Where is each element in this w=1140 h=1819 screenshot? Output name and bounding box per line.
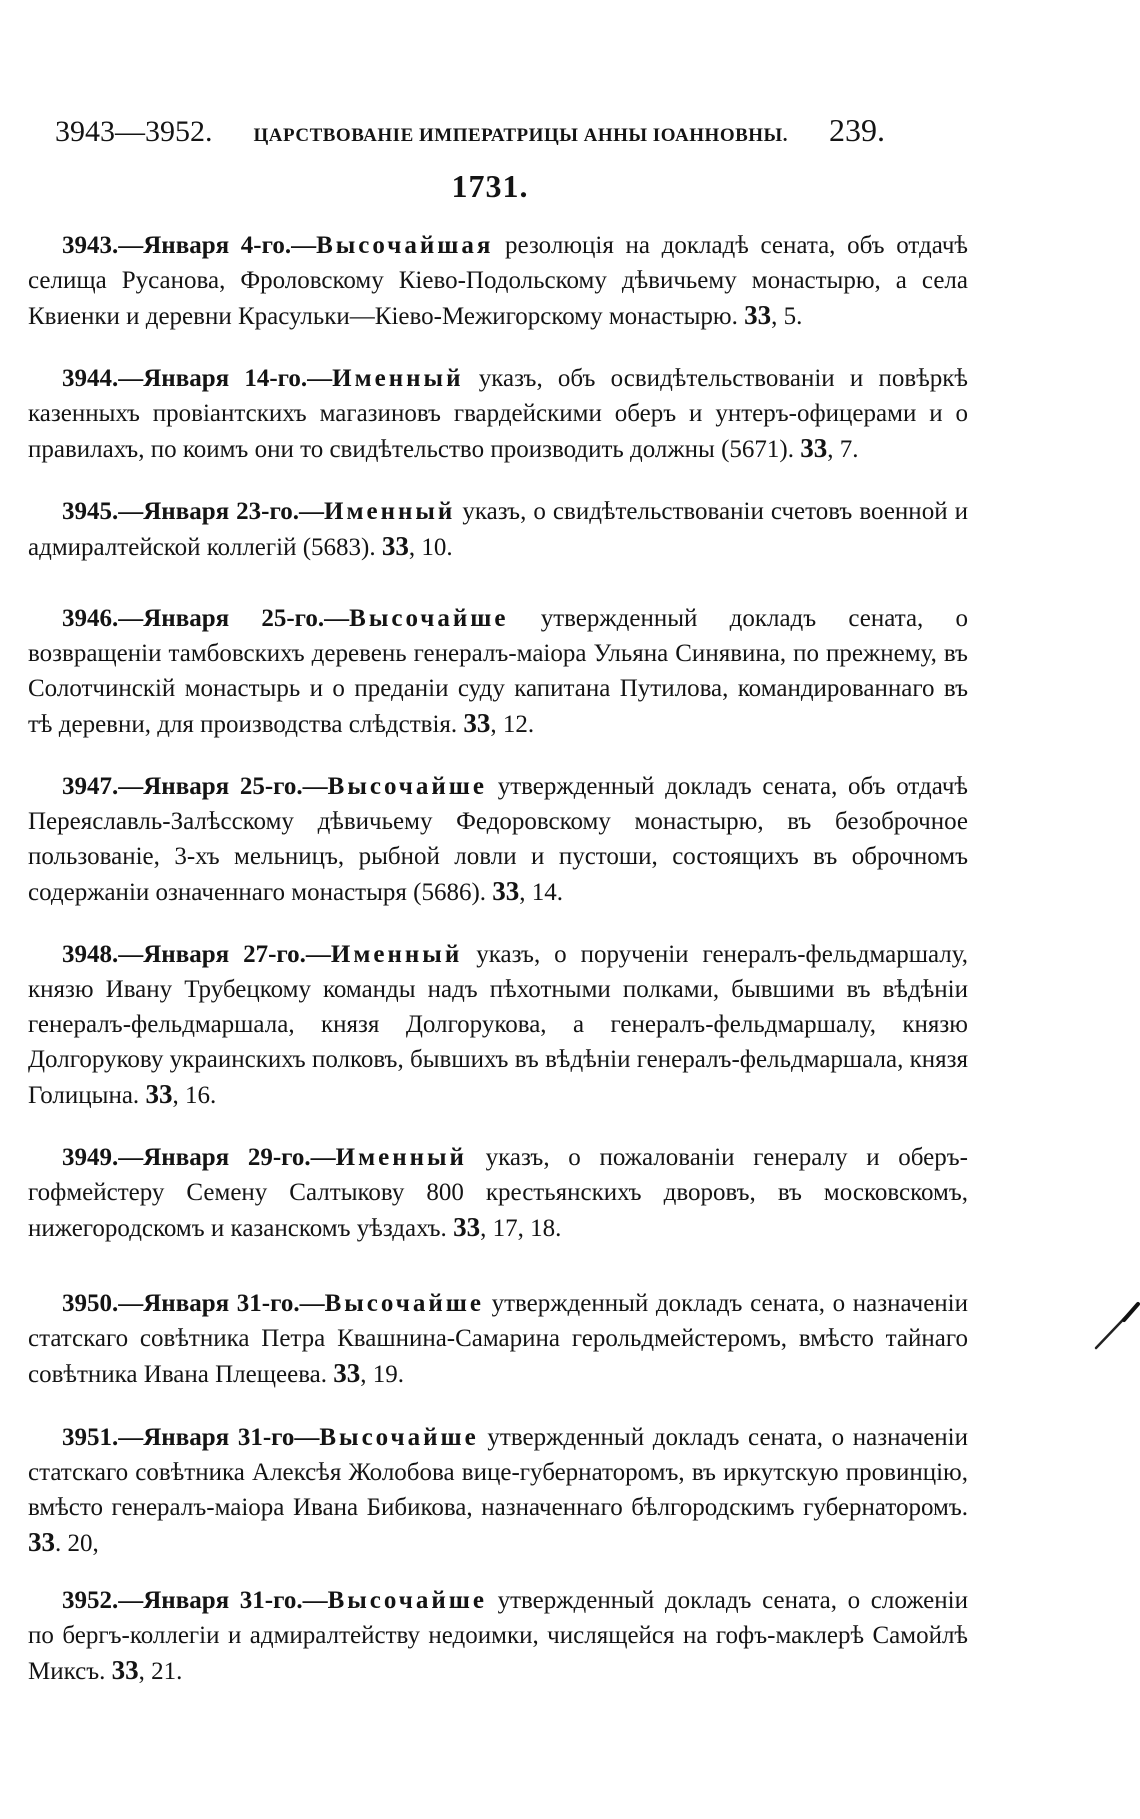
entry-kind: Высочайше	[349, 605, 509, 632]
entry-volume-ref: 33	[381, 531, 409, 561]
entry-page-ref: , 19.	[360, 1361, 405, 1388]
entry-volume-ref: 33	[463, 708, 491, 738]
entry-date: —Января 23-го.—	[118, 498, 324, 525]
entry-page-ref: , 10.	[408, 534, 453, 561]
entry-kind: Высочайше	[324, 1290, 484, 1317]
entry-number: 3952.	[62, 1587, 119, 1614]
entry-3946	[28, 601, 968, 742]
entry-kind: Именный	[330, 941, 463, 968]
entry-date: —Января 31-го—	[118, 1424, 320, 1451]
entry-page-ref: , 21.	[138, 1658, 183, 1685]
entry-kind: Высочайше	[327, 1587, 487, 1614]
entry-3949	[28, 1140, 968, 1246]
entry-volume-ref: 33	[145, 1079, 173, 1109]
entry-text: резолюція на докладѣ сената, объ отдачѣ селища Русанова, Фроловскому Кіево-Подольскому дѣвичьему монастырю, а села Квиенки и деревни Красульки—Кіево-Межигорскому монастырю.	[28, 232, 968, 330]
entry-kind: Высочайшая	[316, 232, 494, 259]
running-head	[55, 112, 885, 152]
pen-mark-icon	[1094, 1300, 1140, 1350]
entry-kind: Высочайше	[327, 773, 488, 800]
entry-page-ref: , 12.	[490, 711, 535, 738]
entry-number: 3943.	[62, 232, 119, 259]
entry-date: —Января 4-го.—	[118, 232, 317, 259]
entry-text: указъ, о свидѣтельствованіи счетовъ военной и адмиралтейской коллегій (5683).	[28, 498, 968, 561]
entry-number: 3950.	[62, 1290, 119, 1317]
entry-number: 3949.	[62, 1144, 119, 1171]
entry-volume-ref: 33	[800, 433, 828, 463]
entry-text: указъ, о пожалованіи генералу и оберъ-гофмейстеру Семену Салтыкову 800 крестьянскихъ дворовъ, въ московскомъ, нижегородскомъ и казанскомъ уѣздахъ.	[28, 1144, 968, 1242]
entry-3950	[28, 1286, 968, 1392]
running-title: ЦАРСТВОВАНІЕ ИМПЕРАТРИЦЫ АННЫ ІОАННОВНЫ.	[253, 125, 788, 146]
entry-text: указъ, объ освидѣтельствованіи и повѣркѣ казенныхъ провіантскихъ магазиновъ гвардейскими оберъ и унтеръ-офицерами и о правилахъ, по коимъ они то свидѣтельство производить должны (5671).	[28, 365, 968, 463]
entry-date: —Января 27-го.—	[118, 941, 331, 968]
entry-text: указъ, о порученіи генералъ-фельдмаршалу, князю Ивану Трубецкому команды надъ пѣхотными полками, бывшими въ вѣдѣніи генералъ-фельдмаршала, князя Долгорукова, а генералъ-фельдмаршалу, князю Долгорукову украинскихъ полковъ, бывшихъ въ вѣдѣніи генералъ-фельдмаршала, князя Голицына.	[28, 941, 968, 1109]
entries-list	[28, 228, 968, 1711]
entry-volume-ref: 33	[111, 1655, 139, 1685]
entry-page-ref: , 14.	[519, 879, 564, 906]
entry-number: 3944.	[62, 365, 119, 392]
entry-3952	[28, 1583, 968, 1689]
entry-range: 3943—3952.	[55, 115, 213, 148]
entry-text: утвержденный докладъ сената, о сложеніи по бергъ-коллегіи и адмиралтейству недоимки, числящейся на гофъ-маклерѣ Самойлѣ Миксъ.	[28, 1587, 968, 1685]
entry-volume-ref: 33	[453, 1212, 481, 1242]
entry-3945	[28, 494, 968, 565]
entry-date: —Января 29-го.—	[118, 1144, 336, 1171]
entry-page-ref: , 17, 18.	[480, 1215, 562, 1242]
entry-3947	[28, 769, 968, 910]
entry-page-ref: . 20,	[55, 1530, 99, 1557]
entry-kind: Именный	[332, 365, 464, 392]
entry-number: 3947.	[62, 773, 119, 800]
entry-3943	[28, 228, 968, 334]
year-heading: 1731.	[451, 168, 529, 204]
entry-page-ref: , 5.	[771, 303, 803, 330]
entry-text: утвержденный докладъ сената, объ отдачѣ Переяславль-Залѣсскому дѣвичьему Федоровскому монастырю, въ безоброчное пользованіе, 3-хъ мельницъ, рыбной ловли и пустоши, состоящихъ въ оброчномъ содержаніи означеннаго монастыря (5686).	[28, 773, 968, 906]
entry-number: 3951.	[62, 1424, 119, 1451]
entry-text: утвержденный докладъ сената, о назначеніи статскаго совѣтника Петра Квашнина-Самарина герольдмейстеромъ, вмѣсто тайнаго совѣтника Ивана Плещеева.	[28, 1290, 968, 1388]
entry-date: —Января 25-го.—	[118, 773, 328, 800]
entry-volume-ref: 33	[744, 300, 772, 330]
entry-kind: Именный	[324, 498, 456, 525]
entry-number: 3948.	[62, 941, 119, 968]
entry-volume-ref: 33	[492, 876, 520, 906]
entry-date: —Января 31-го.—	[118, 1587, 328, 1614]
entry-number: 3945.	[62, 498, 119, 525]
entry-page-ref: , 7.	[827, 436, 859, 463]
entry-text: утвержденный докладъ сената, о возвращеніи тамбовскихъ деревень генералъ-маіора Ульяна Синявина, по прежнему, въ Солотчинскій монастырь и о преданіи суду капитана Путилова, командированнаго въ тѣ деревни, для производства слѣдствія.	[28, 605, 968, 738]
entry-kind: Именный	[335, 1144, 467, 1171]
entry-page-ref: , 16.	[172, 1082, 217, 1109]
entry-3948	[28, 937, 968, 1113]
entry-3944	[28, 361, 968, 467]
page-number: 239.	[828, 112, 885, 148]
entry-number: 3946.	[62, 605, 119, 632]
entry-date: —Января 14-го.—	[118, 365, 333, 392]
entry-volume-ref: 33	[333, 1358, 361, 1388]
entry-date: —Января 31-го.—	[118, 1290, 325, 1317]
entry-3951	[28, 1420, 968, 1561]
entry-volume-ref: 33	[28, 1527, 55, 1557]
entry-kind: Высочайше	[319, 1424, 479, 1451]
entry-date: —Января 25-го.—	[118, 605, 350, 632]
entry-text: утвержденный докладъ сената, о назначеніи статскаго совѣтника Алексѣя Жолобова вице-губернаторомъ, въ иркутскую провинцію, вмѣсто генералъ-маіора Ивана Бибикова, назначеннаго бѣлгородскимъ губернаторомъ.	[28, 1424, 968, 1521]
